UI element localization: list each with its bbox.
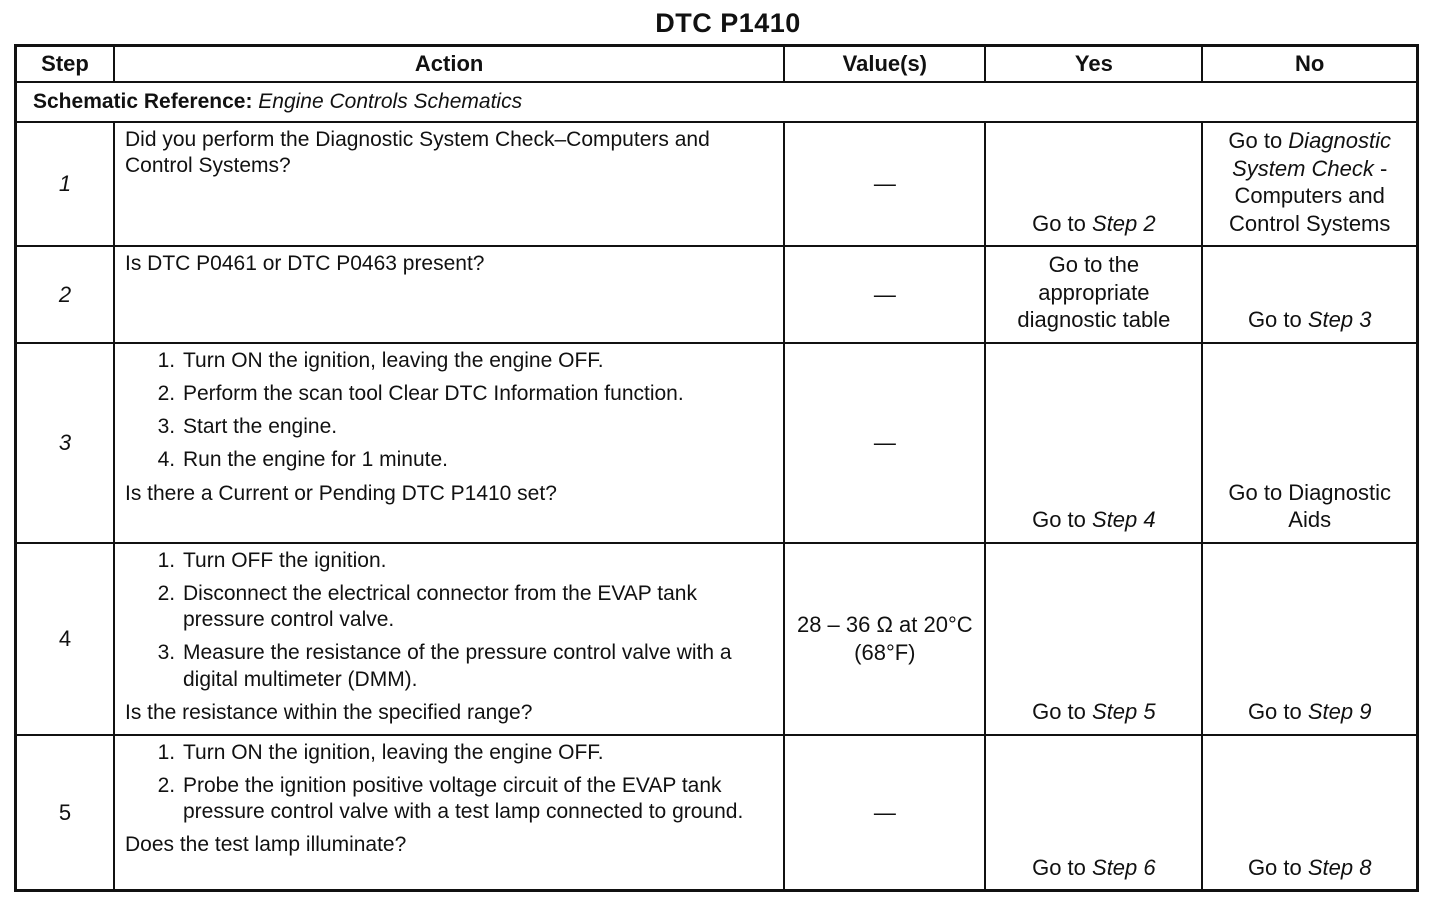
yes-prefix: Go to xyxy=(1032,854,1093,880)
instruction-item: 3. Measure the resistance of the pressure control valve with a digital multimeter (DMM). xyxy=(181,640,773,693)
yes-prefix: Go to xyxy=(1032,699,1093,724)
instruction-item: 1. Turn OFF the ignition. xyxy=(181,548,773,574)
step-question: Is DTC P0461 or DTC P0463 present? xyxy=(124,252,485,275)
schematic-value: Engine Controls Schematics xyxy=(258,89,523,113)
step-no xyxy=(1202,543,1417,735)
header-action: Action xyxy=(114,46,784,83)
instruction-item: 1. Turn ON the ignition, leaving the engine OFF. xyxy=(181,740,773,766)
step-number: 2 xyxy=(16,246,114,343)
table-row xyxy=(16,343,1418,543)
instruction-item: 2. Probe the ignition positive voltage circuit of the EVAP tank pressure control valve with a test lamp connected to ground. xyxy=(181,773,773,826)
step-instructions xyxy=(125,348,773,474)
no-link[interactable]: Diagnostic System Check xyxy=(1232,128,1392,181)
step-value: — xyxy=(784,735,985,891)
step-question: Is the resistance within the specified range? xyxy=(124,700,533,724)
header-values: Value(s) xyxy=(784,46,985,83)
step-no xyxy=(1202,343,1417,543)
no-prefix: Go to xyxy=(1247,854,1308,880)
no-link[interactable]: Step 8 xyxy=(1307,854,1372,880)
step-number: 3 xyxy=(16,343,114,543)
step-value: 28 – 36 Ω at 20°C (68°F) xyxy=(784,543,985,735)
step-no xyxy=(1202,122,1417,246)
yes-text[interactable]: Go to the appropriate diagnostic table xyxy=(1017,252,1171,332)
header-row xyxy=(16,46,1418,83)
step-question: Did you perform the Diagnostic System Check–Computers and Control Systems? xyxy=(124,128,710,178)
instruction-item: 4. Run the engine for 1 minute. xyxy=(181,447,773,473)
step-number: 5 xyxy=(16,735,114,891)
step-value: — xyxy=(784,122,985,246)
instruction-item: 1. Turn ON the ignition, leaving the engine OFF. xyxy=(181,348,773,374)
step-action xyxy=(114,735,784,891)
schematic-label: Schematic Reference: xyxy=(33,89,253,113)
schematic-reference xyxy=(16,82,1418,122)
step-yes xyxy=(985,122,1202,246)
no-suffix: - Computers and Control Systems xyxy=(1229,155,1391,236)
yes-prefix: Go to xyxy=(1032,507,1093,532)
page-title: DTC P1410 xyxy=(655,8,801,38)
step-action xyxy=(114,543,784,735)
step-instructions xyxy=(125,548,773,693)
header-no: No xyxy=(1202,46,1417,83)
step-yes xyxy=(985,543,1202,735)
instruction-item: 2. Perform the scan tool Clear DTC Information function. xyxy=(181,381,773,407)
step-action xyxy=(114,246,784,343)
step-no xyxy=(1202,246,1417,343)
yes-link[interactable]: Step 6 xyxy=(1092,854,1156,880)
yes-prefix: Go to xyxy=(1032,210,1093,236)
header-yes: Yes xyxy=(985,46,1202,83)
step-action xyxy=(114,122,784,246)
no-link[interactable]: Step 3 xyxy=(1307,307,1372,332)
step-question: Is there a Current or Pending DTC P1410 set? xyxy=(124,481,557,505)
step-value: — xyxy=(784,246,985,343)
no-text[interactable]: Go to Diagnostic Aids xyxy=(1228,479,1392,532)
step-yes xyxy=(985,246,1202,343)
no-prefix: Go to xyxy=(1247,307,1308,332)
step-action xyxy=(114,343,784,543)
table-row xyxy=(16,122,1418,246)
step-yes xyxy=(985,735,1202,891)
step-no xyxy=(1202,735,1417,891)
no-prefix: Go to xyxy=(1228,128,1289,153)
step-number: 1 xyxy=(16,122,114,246)
diagnostic-table xyxy=(14,44,1419,892)
step-value: — xyxy=(784,343,985,543)
step-yes xyxy=(985,343,1202,543)
no-prefix: Go to xyxy=(1247,699,1308,724)
instruction-item: 3. Start the engine. xyxy=(181,414,773,440)
yes-link[interactable]: Step 5 xyxy=(1092,699,1156,724)
step-number: 4 xyxy=(16,543,114,735)
step-question: Does the test lamp illuminate? xyxy=(124,833,407,857)
table-row xyxy=(16,735,1418,891)
yes-link[interactable]: Step 2 xyxy=(1092,210,1156,236)
instruction-item: 2. Disconnect the electrical connector from the EVAP tank pressure control valve. xyxy=(181,581,773,634)
table-row xyxy=(16,543,1418,735)
no-link[interactable]: Step 9 xyxy=(1307,699,1372,724)
header-step: Step xyxy=(16,46,114,83)
step-instructions xyxy=(125,740,773,826)
yes-link[interactable]: Step 4 xyxy=(1092,507,1156,532)
table-row xyxy=(16,246,1418,343)
schematic-row xyxy=(16,82,1418,122)
